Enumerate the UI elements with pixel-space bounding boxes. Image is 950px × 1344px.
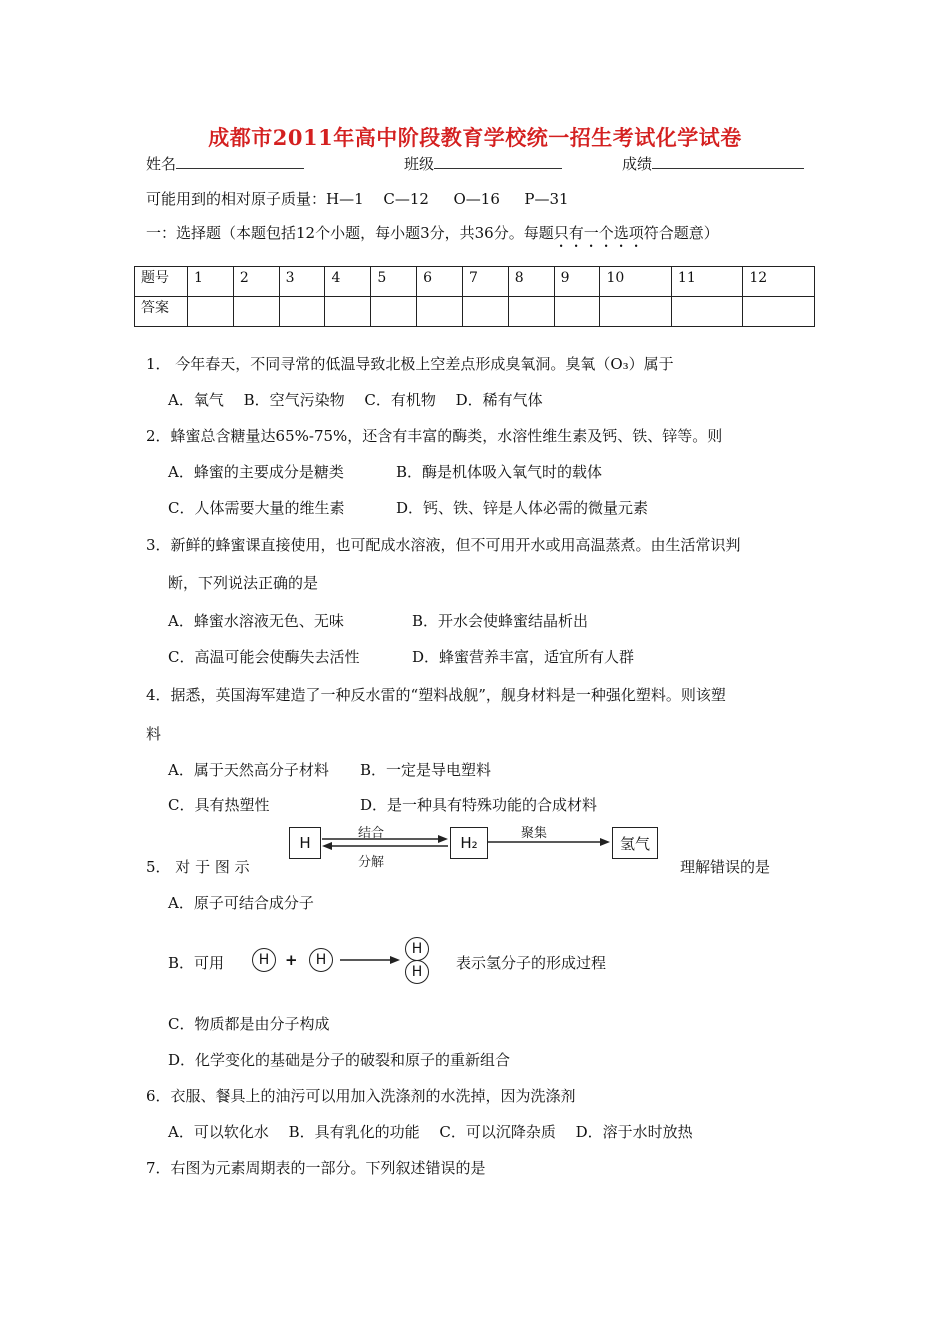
answer-cell[interactable] <box>743 297 815 327</box>
table-row <box>135 297 815 327</box>
table-cell: 12 <box>743 267 815 297</box>
answer-cell[interactable] <box>671 297 742 327</box>
question-3-stem: 3．新鲜的蜂蜜课直接使用，也可配成水溶液，但不可用开水或用高温蒸煮。由生活常识判 <box>146 536 741 554</box>
reaction-arrow-icon <box>340 954 402 966</box>
score-label: 成绩 <box>622 155 653 173</box>
table-cell: 8 <box>508 267 554 297</box>
answer-cell[interactable] <box>600 297 671 327</box>
answer-cell[interactable] <box>325 297 371 327</box>
question-2-option-c: C．人体需要大量的维生素 <box>168 499 345 517</box>
diagram-double-arrow <box>320 834 450 852</box>
table-cell: 4 <box>325 267 371 297</box>
question-1-stem: 1． 今年春天，不同寻常的低温导致北极上空差点形成臭氧洞。臭氧（O₃）属于 <box>146 355 674 373</box>
diagram-label-split: 分解 <box>358 855 385 870</box>
diagram-label-combine: 结合 <box>358 826 385 841</box>
answer-table <box>134 266 815 327</box>
question-3-option-d: D．蜂蜜营养丰富，适宜所有人群 <box>412 648 635 666</box>
section-one-suffix: 符合题意） <box>643 224 719 242</box>
table-cell: 3 <box>279 267 325 297</box>
question-5-option-c: C．物质都是由分子构成 <box>168 1015 330 1033</box>
question-3-option-c: C．高温可能会使酶失去活性 <box>168 648 360 666</box>
question-5-option-b-prefix: B．可用 <box>168 954 225 972</box>
table-cell: 5 <box>371 267 417 297</box>
table-cell: 6 <box>417 267 463 297</box>
class-info <box>404 152 562 174</box>
question-7-stem: 7．右图为元素周期表的一部分。下列叙述错误的是 <box>146 1159 486 1177</box>
question-4-stem-cont: 料 <box>146 725 162 743</box>
table-cell: 1 <box>188 267 234 297</box>
answer-cell[interactable] <box>233 297 279 327</box>
answer-cell[interactable] <box>279 297 325 327</box>
question-4-option-d: D．是一种具有特殊功能的合成材料 <box>360 796 598 814</box>
diagram-box-h-atom: H <box>289 827 321 859</box>
question-4-option-a: A．属于天然高分子材料 <box>168 761 329 779</box>
question-2-option-b: B．酶是机体吸入氧气时的载体 <box>396 463 603 481</box>
diagram-box-h2-molecule: H₂ <box>450 827 488 859</box>
table-header-answer: 答案 <box>135 297 188 327</box>
question-5-option-d: D．化学变化的基础是分子的破裂和原子的重新组合 <box>168 1051 511 1069</box>
section-one-prefix: 一：选择题（本题包括12个小题，每小题3分，共36分。每题 <box>146 224 554 242</box>
question-4-stem: 4．据悉，英国海军建造了一种反水雷的“塑料战舰”，舰身材料是一种强化塑料。则该塑 <box>146 686 726 704</box>
question-6-stem: 6．衣服、餐具上的油污可以用加入洗涤剂的水洗掉，因为洗涤剂 <box>146 1087 576 1105</box>
table-header-number: 题号 <box>135 267 188 297</box>
hydrogen-atom-icon: H <box>252 948 276 972</box>
question-5-option-b-suffix: 表示氢分子的形成过程 <box>456 954 607 972</box>
question-4-option-c: C．具有热塑性 <box>168 796 270 814</box>
answer-cell[interactable] <box>554 297 600 327</box>
page-title: 成都市2011年高中阶段教育学校统一招生考试化学试卷 <box>208 125 742 150</box>
name-label: 姓名 <box>146 155 177 173</box>
answer-cell[interactable] <box>508 297 554 327</box>
hydrogen-atom-icon: H <box>309 948 333 972</box>
answer-cell[interactable] <box>462 297 508 327</box>
hydrogen-atom-icon: H <box>405 960 429 984</box>
section-one-emphasis: 只有一个选项 <box>553 224 644 242</box>
question-2-option-a: A．蜂蜜的主要成分是糖类 <box>168 463 344 481</box>
question-2-option-d: D．钙、铁、锌是人体必需的微量元素 <box>396 499 649 517</box>
question-3-stem-cont: 断，下列说法正确的是 <box>168 574 319 592</box>
student-info-line <box>146 152 304 174</box>
class-label: 班级 <box>404 155 435 173</box>
diagram-box-hydrogen-gas: 氢气 <box>612 827 658 859</box>
section-one-heading <box>146 223 719 251</box>
table-cell: 9 <box>554 267 600 297</box>
score-info <box>622 152 804 174</box>
class-blank[interactable] <box>434 152 562 169</box>
question-5-stem-end: 理解错误的是 <box>680 858 771 876</box>
answer-cell[interactable] <box>371 297 417 327</box>
answer-cell[interactable] <box>417 297 463 327</box>
atomic-mass-line: 可能用到的相对原子质量：H—1 C—12 O—16 P—31 <box>146 190 569 208</box>
table-cell: 11 <box>671 267 742 297</box>
hydrogen-atom-icon: H <box>405 937 429 961</box>
question-3-option-b: B．开水会使蜂蜜结晶析出 <box>412 612 589 630</box>
table-cell: 7 <box>462 267 508 297</box>
question-6-options: A．可以软化水 B．具有乳化的功能 C．可以沉降杂质 D．溶于水时放热 <box>168 1123 693 1141</box>
table-cell: 2 <box>233 267 279 297</box>
question-1-options: A．氧气 B．空气污染物 C．有机物 D．稀有气体 <box>168 391 543 409</box>
question-5-stem-start: 5． 对 于 图 示 <box>146 858 250 876</box>
question-3-option-a: A．蜂蜜水溶液无色、无味 <box>168 612 344 630</box>
question-5-option-a: A．原子可结合成分子 <box>168 894 314 912</box>
question-2-stem: 2．蜂蜜总含糖量达65%-75%，还含有丰富的酶类，水溶性维生素及钙、铁、锌等。则 <box>146 427 723 445</box>
score-blank[interactable] <box>652 152 804 169</box>
table-cell: 10 <box>600 267 671 297</box>
table-row <box>135 267 815 297</box>
plus-sign: + <box>285 951 298 969</box>
answer-cell[interactable] <box>188 297 234 327</box>
diagram-label-gather: 聚集 <box>521 826 548 841</box>
diagram-arrow <box>488 836 613 848</box>
name-blank[interactable] <box>176 152 304 169</box>
question-4-option-b: B．一定是导电塑料 <box>360 761 492 779</box>
